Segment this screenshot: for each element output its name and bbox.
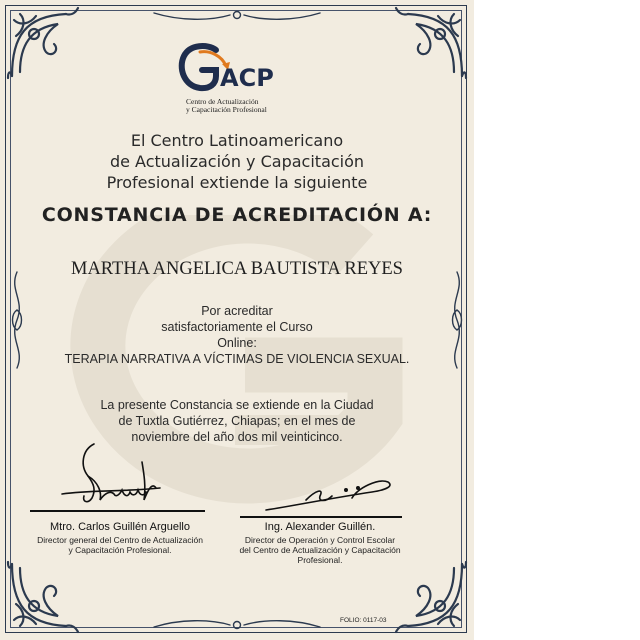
signer-1-role-line: y Capacitación Profesional.: [68, 545, 172, 555]
place-line: noviembre del año dos mil veinticinco.: [131, 430, 343, 444]
corner-ornament-top-left: [6, 6, 82, 82]
logo-subtitle-line: y Capacitación Profesional: [186, 105, 267, 114]
gacp-logo: [176, 42, 296, 118]
intro-text: [0, 130, 474, 193]
logo-subtitle-line: Centro de Actualización: [186, 97, 259, 106]
folio-number: FOLIO: 0117-03: [340, 617, 387, 624]
intro-line: Profesional extiende la siguiente: [106, 173, 368, 192]
svg-text:ACP: ACP: [220, 64, 274, 92]
course-line: Online:: [217, 336, 257, 350]
signer-1-name: Mtro. Carlos Guillén Arguello: [49, 521, 190, 533]
signature-1: [60, 442, 170, 514]
signer-1-role: [20, 535, 220, 555]
corner-ornament-top-right: [392, 6, 468, 82]
place-date-text: [0, 397, 474, 445]
bottom-flourish: [150, 617, 324, 631]
signature-line-1: [30, 510, 205, 512]
signer-2-role: [232, 535, 408, 565]
corner-ornament-bottom-right: [392, 558, 468, 634]
course-line: satisfactoriamente el Curso: [161, 320, 313, 334]
signature-2: [262, 478, 402, 514]
recipient-name: MARTHA ANGELICA BAUTISTA REYES: [71, 259, 403, 279]
course-line: Por acreditar: [201, 304, 273, 318]
place-line: de Tuxtla Gutiérrez, Chiapas; en el mes de: [118, 414, 356, 428]
signer-2-role-line: Director de Operación y Control Escolar: [244, 535, 396, 545]
top-flourish: [150, 9, 324, 23]
signature-line-2: [240, 516, 402, 518]
gacp-logo-mark: [176, 42, 286, 98]
signer-2-name: Ing. Alexander Guillén.: [264, 521, 376, 533]
corner-ornament-bottom-left: [6, 558, 82, 634]
course-text: [0, 303, 474, 367]
signer-1-role-line: Director general del Centro de Actualización: [37, 535, 203, 545]
intro-line: El Centro Latinoamericano: [130, 131, 344, 150]
course-title: TERAPIA NARRATIVA A VÍCTIMAS DE VIOLENCIA SEXUAL.: [64, 352, 410, 366]
place-line: La presente Constancia se extiende en la Ciudad: [100, 398, 374, 412]
certificate-title: CONSTANCIA DE ACREDITACIÓN A:: [41, 204, 433, 226]
signer-2-role-line: Profesional.: [297, 555, 343, 565]
logo-subtitle: [186, 98, 306, 114]
intro-line: de Actualización y Capacitación: [109, 152, 365, 171]
signer-2-role-line: del Centro de Actualización y Capacitación: [239, 545, 401, 555]
